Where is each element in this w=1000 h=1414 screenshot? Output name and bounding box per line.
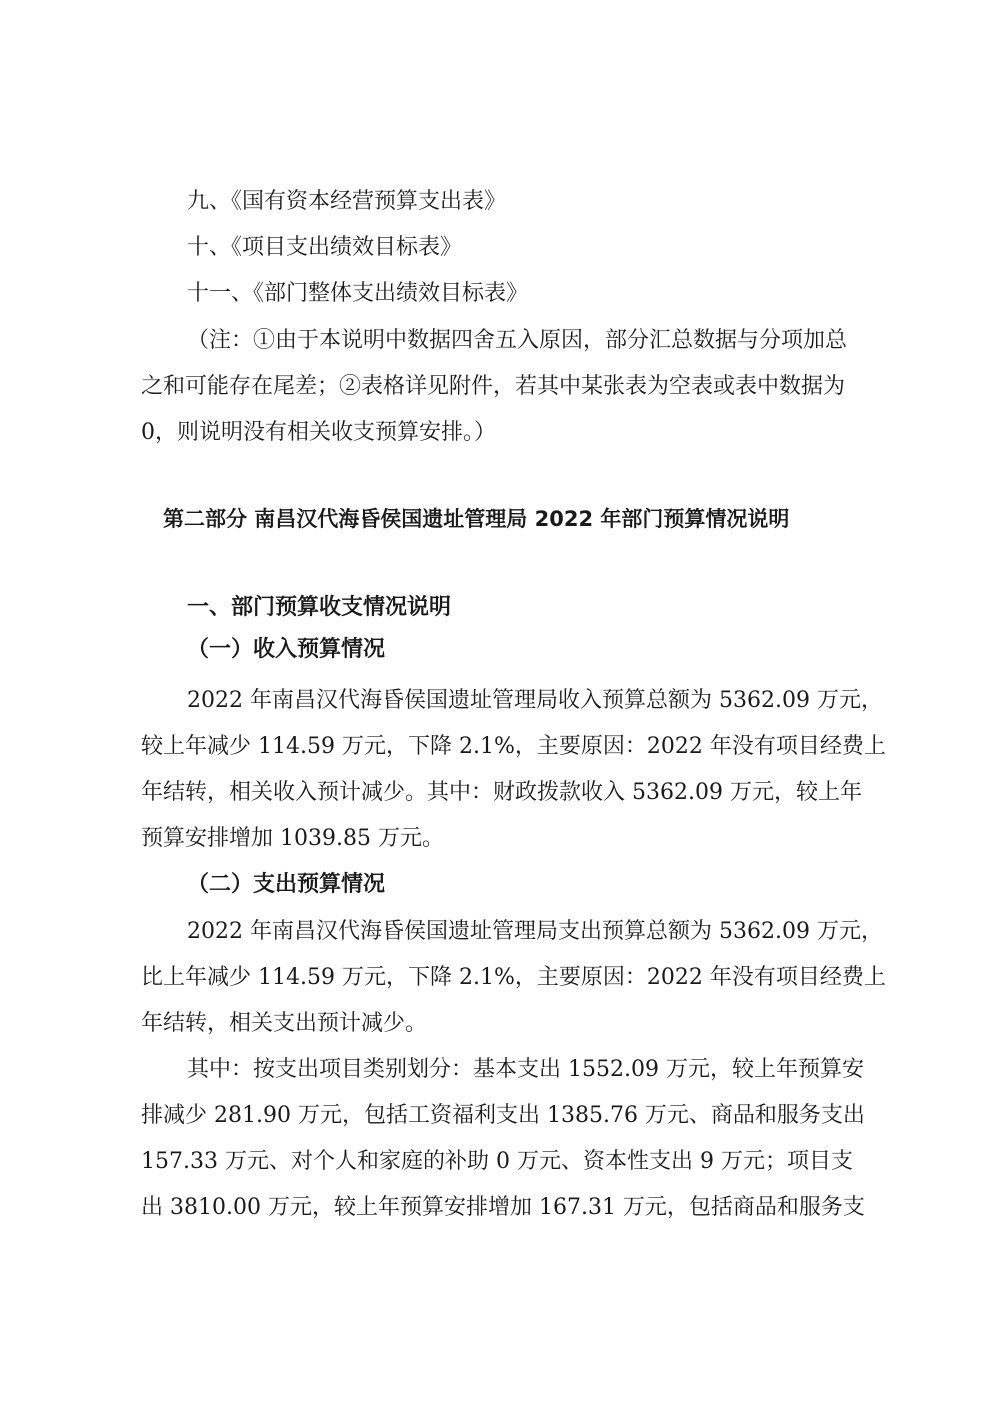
income-line-4: 预算安排增加 1039.85 万元。 [141,826,444,851]
expense-line-1: 2022 年南昌汉代海昏侯国遗址管理局支出预算总额为 5362.09 万元， [187,919,883,944]
note-line-2: 之和可能存在尾差；②表格详见附件，若其中某张表为空表或表中数据为 [141,374,846,399]
list-item-11: 十一、《部门整体支出绩效目标表》 [187,281,529,306]
income-line-3: 年结转，相关收入预计减少。其中：财政拨款收入 5362.09 万元，较上年 [141,780,862,805]
expense-detail-line-2: 排减少 281.90 万元，包括工资福利支出 1385.76 万元、商品和服务支出 [141,1103,865,1128]
note-line-1: （注：①由于本说明中数据四舍五入原因，部分汇总数据与分项加总 [187,328,848,353]
list-item-10: 十、《项目支出绩效目标表》 [187,235,463,260]
income-subheading: （一）收入预算情况 [187,637,386,662]
section-heading: 一、部门预算收支情况说明 [187,595,452,620]
part-heading: 第二部分 南昌汉代海昏侯国遗址管理局 2022 年部门预算情况说明 [163,507,790,531]
income-line-2: 较上年减少 114.59 万元，下降 2.1%，主要原因：2022 年没有项目经费上 [141,734,886,759]
expense-line-2: 比上年减少 114.59 万元，下降 2.1%，主要原因：2022 年没有项目经费上 [141,965,886,990]
expense-line-3: 年结转，相关支出预计减少。 [141,1011,428,1036]
income-line-1: 2022 年南昌汉代海昏侯国遗址管理局收入预算总额为 5362.09 万元， [187,688,883,713]
expense-subheading: （二）支出预算情况 [187,872,386,897]
note-line-3: 0，则说明没有相关收支预算安排。） [141,420,496,445]
expense-detail-line-4: 出 3810.00 万元，较上年预算安排增加 167.31 万元，包括商品和服务支 [141,1195,865,1220]
list-item-9: 九、《国有资本经营预算支出表》 [187,189,507,214]
expense-detail-line-3: 157.33 万元、对个人和家庭的补助 0 万元、资本性支出 9 万元；项目支 [141,1149,853,1174]
expense-detail-line-1: 其中：按支出项目类别划分：基本支出 1552.09 万元，较上年预算安 [187,1057,864,1082]
